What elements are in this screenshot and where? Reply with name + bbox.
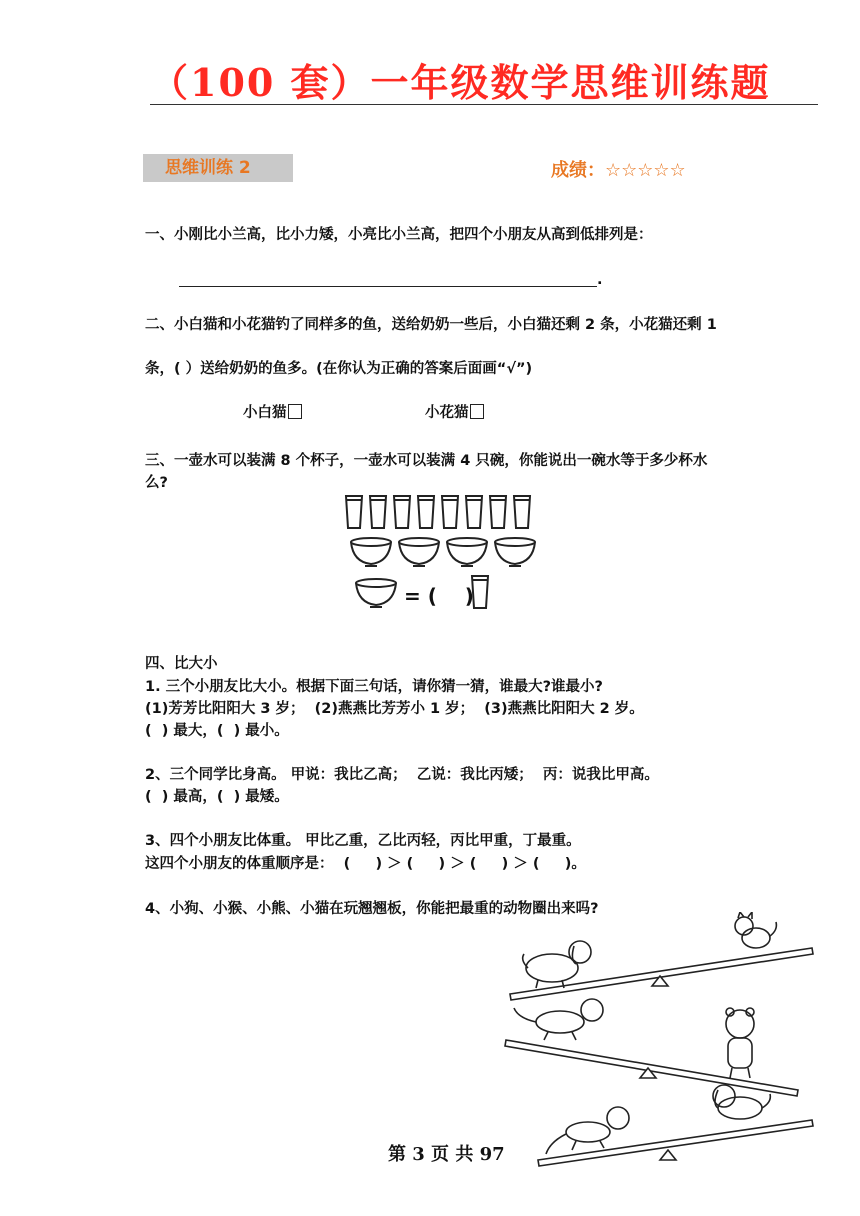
question-1-text: 一、小刚比小兰高，比小力矮，小亮比小兰高，把四个小朋友从高到低排列是： [145, 227, 653, 243]
monkey-icon [514, 999, 603, 1040]
cup-icon [466, 496, 482, 528]
option-flower-cat [425, 404, 484, 422]
question-2-line-1: 二、小白猫和小花猫钓了同样多的鱼，送给奶奶一些后，小白猫还剩 2 条，小花猫还剩 1 [145, 317, 717, 333]
part-1-line-3: ( ) 最大，( ) 最小。 [145, 723, 289, 739]
part-4-line-1: 4、小狗、小猴、小熊、小猫在玩翘翘板，你能把最重的动物圈出来吗? [145, 901, 599, 917]
title-rule [150, 104, 818, 105]
cup-icon [490, 496, 506, 528]
part-2-line-1: 2、三个同学比身高。 甲说：我比乙高； 乙说：我比丙矮； 丙：说我比甲高。 [145, 767, 659, 783]
bowl-icon [351, 538, 391, 566]
bowl-icon [447, 538, 487, 566]
score-stars: 成绩：☆☆☆☆☆ [551, 160, 686, 181]
question-3-line-1: 三、一壶水可以装满 8 个杯子，一壶水可以装满 4 只碗，你能说出一碗水等于多少杯水 [145, 453, 708, 469]
bowl-icon [356, 579, 396, 607]
question-3-line-2: 么? [145, 475, 168, 491]
part-3-line-1: 3、四个小朋友比体重。 甲比乙重，乙比丙轻，丙比甲重，丁最重。 [145, 833, 581, 849]
cup-icon [472, 576, 488, 608]
option-white-cat-label: 小白猫 [243, 405, 287, 421]
option-flower-cat-label: 小花猫 [425, 405, 469, 421]
bear-icon [726, 1008, 754, 1078]
page-number: 第 3 页 共 97 [388, 1144, 505, 1165]
dog-icon [523, 941, 591, 988]
cup-icon [418, 496, 434, 528]
flower-cat-checkbox[interactable] [470, 404, 484, 419]
seesaw-illustration [500, 912, 830, 1172]
question-2-line-2: 条，( ）送给奶奶的鱼多。(在你认为正确的答案后面画“√”) [145, 361, 533, 377]
bowl-icon [495, 538, 535, 566]
question-1-answer-line[interactable] [179, 286, 597, 287]
question-1-period: . [597, 272, 603, 288]
white-cat-checkbox[interactable] [288, 404, 302, 419]
question-4-heading: 四、比大小 [145, 656, 218, 672]
cup-bowl-equation: = ( ) [404, 584, 474, 608]
document-title: （100 套）一年级数学思维训练题 [150, 60, 771, 105]
cup-icon [346, 496, 362, 528]
monkey-icon [546, 1107, 629, 1154]
cup-icon [394, 496, 410, 528]
part-1-line-2: (1)芳芳比阳阳大 3 岁； (2)燕燕比芳芳小 1 岁； (3)燕燕比阳阳大 2 岁。 [145, 701, 644, 717]
part-1-line-1: 1. 三个小朋友比大小。根据下面三句话，请你猜一猜，谁最大?谁最小? [145, 679, 603, 695]
cup-icon [370, 496, 386, 528]
section-label: 思维训练 2 [143, 154, 293, 182]
option-white-cat [243, 404, 302, 422]
cat-icon [735, 912, 776, 948]
bowl-icon [399, 538, 439, 566]
cup-icon [514, 496, 530, 528]
cup-icon [442, 496, 458, 528]
part-2-line-2: ( ) 最高，( ) 最矮。 [145, 789, 289, 805]
part-3-line-2: 这四个小朋友的体重顺序是： ( ) ＞ ( ) ＞ ( ) ＞ ( )。 [145, 856, 586, 872]
